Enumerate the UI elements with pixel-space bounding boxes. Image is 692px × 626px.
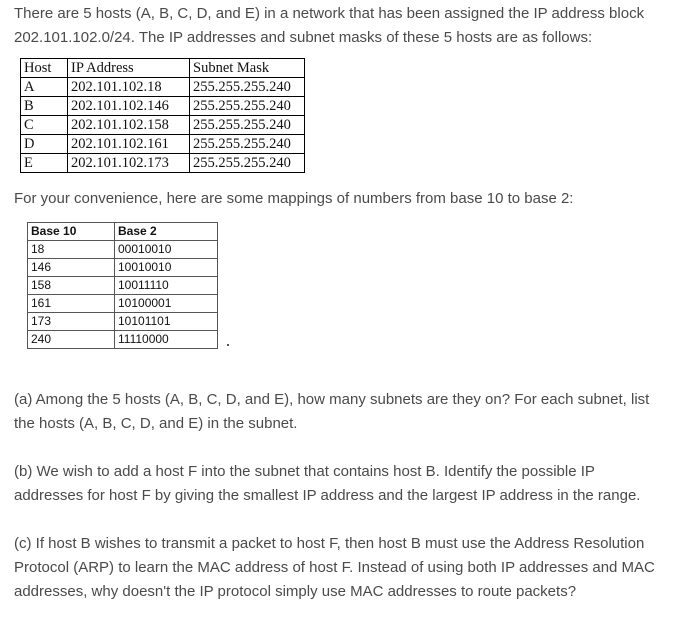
intro-line-2: 202.101.102.0/24. The IP addresses and subnet masks of these 5 hosts are as follows: bbox=[14, 29, 593, 46]
table-row bbox=[21, 116, 305, 135]
base2-cell: 00010010 bbox=[115, 241, 218, 259]
question-b-line-1: (b) We wish to add a host F into the subnet that contains host B. Identify the possible IP bbox=[14, 463, 595, 480]
base2-cell: 11110000 bbox=[115, 331, 218, 349]
mask-cell: 255.255.255.240 bbox=[190, 78, 305, 97]
table-row bbox=[28, 295, 218, 313]
question-a bbox=[14, 388, 686, 436]
host-cell: A bbox=[21, 78, 68, 97]
intro-line-1: There are 5 hosts (A, B, C, D, and E) in a network that has been assigned the IP address block bbox=[14, 5, 645, 22]
table-row bbox=[28, 313, 218, 331]
base2-cell: 10101101 bbox=[115, 313, 218, 331]
base-table-header bbox=[28, 223, 218, 241]
base10-cell: 18 bbox=[28, 241, 115, 259]
header-ip-address: IP Address bbox=[68, 59, 190, 78]
base10-cell: 173 bbox=[28, 313, 115, 331]
ip-cell: 202.101.102.18 bbox=[68, 78, 190, 97]
base2-cell: 10100001 bbox=[115, 295, 218, 313]
mask-cell: 255.255.255.240 bbox=[190, 154, 305, 173]
table-row bbox=[21, 135, 305, 154]
base10-cell: 158 bbox=[28, 277, 115, 295]
ip-cell: 202.101.102.161 bbox=[68, 135, 190, 154]
base10-cell: 146 bbox=[28, 259, 115, 277]
header-base-10: Base 10 bbox=[28, 223, 115, 241]
header-base-2: Base 2 bbox=[115, 223, 218, 241]
host-cell: D bbox=[21, 135, 68, 154]
question-c-line-2: Protocol (ARP) to learn the MAC address of host F. Instead of using both IP addresses and MAC bbox=[14, 559, 655, 576]
base2-cell: 10010010 bbox=[115, 259, 218, 277]
question-b bbox=[14, 460, 686, 508]
base2-cell: 10011110 bbox=[115, 277, 218, 295]
base10-cell: 240 bbox=[28, 331, 115, 349]
question-c bbox=[14, 532, 686, 604]
question-c-line-1: (c) If host B wishes to transmit a packet to host F, then host B must use the Address Resolution bbox=[14, 535, 645, 552]
header-host: Host bbox=[21, 59, 68, 78]
question-c-line-3: addresses, why doesn't the IP protocol simply use MAC addresses to route packets? bbox=[14, 583, 577, 600]
table-row bbox=[28, 277, 218, 295]
base10-cell: 161 bbox=[28, 295, 115, 313]
base-conversion-table bbox=[27, 222, 218, 349]
host-cell: E bbox=[21, 154, 68, 173]
hosts-table bbox=[20, 58, 305, 173]
host-cell: B bbox=[21, 97, 68, 116]
question-a-line-2: the hosts (A, B, C, D, and E) in the subnet. bbox=[14, 415, 298, 432]
ip-cell: 202.101.102.173 bbox=[68, 154, 190, 173]
host-cell: C bbox=[21, 116, 68, 135]
table-row bbox=[21, 154, 305, 173]
hosts-table-header bbox=[21, 59, 305, 78]
mask-cell: 255.255.255.240 bbox=[190, 135, 305, 154]
table-row bbox=[21, 78, 305, 97]
header-subnet-mask: Subnet Mask bbox=[190, 59, 305, 78]
stray-dot bbox=[227, 344, 229, 346]
ip-cell: 202.101.102.146 bbox=[68, 97, 190, 116]
table-row bbox=[28, 241, 218, 259]
question-a-line-1: (a) Among the 5 hosts (A, B, C, D, and E), how many subnets are they on? For each subnet, list bbox=[14, 391, 650, 408]
table-row bbox=[28, 331, 218, 349]
question-b-line-2: addresses for host F by giving the smallest IP address and the largest IP address in the range. bbox=[14, 487, 641, 504]
intro-paragraph bbox=[14, 2, 686, 50]
mask-cell: 255.255.255.240 bbox=[190, 116, 305, 135]
table-row bbox=[21, 97, 305, 116]
ip-cell: 202.101.102.158 bbox=[68, 116, 190, 135]
convenience-text: For your convenience, here are some mappings of numbers from base 10 to base 2: bbox=[14, 190, 574, 207]
mask-cell: 255.255.255.240 bbox=[190, 97, 305, 116]
table-row bbox=[28, 259, 218, 277]
